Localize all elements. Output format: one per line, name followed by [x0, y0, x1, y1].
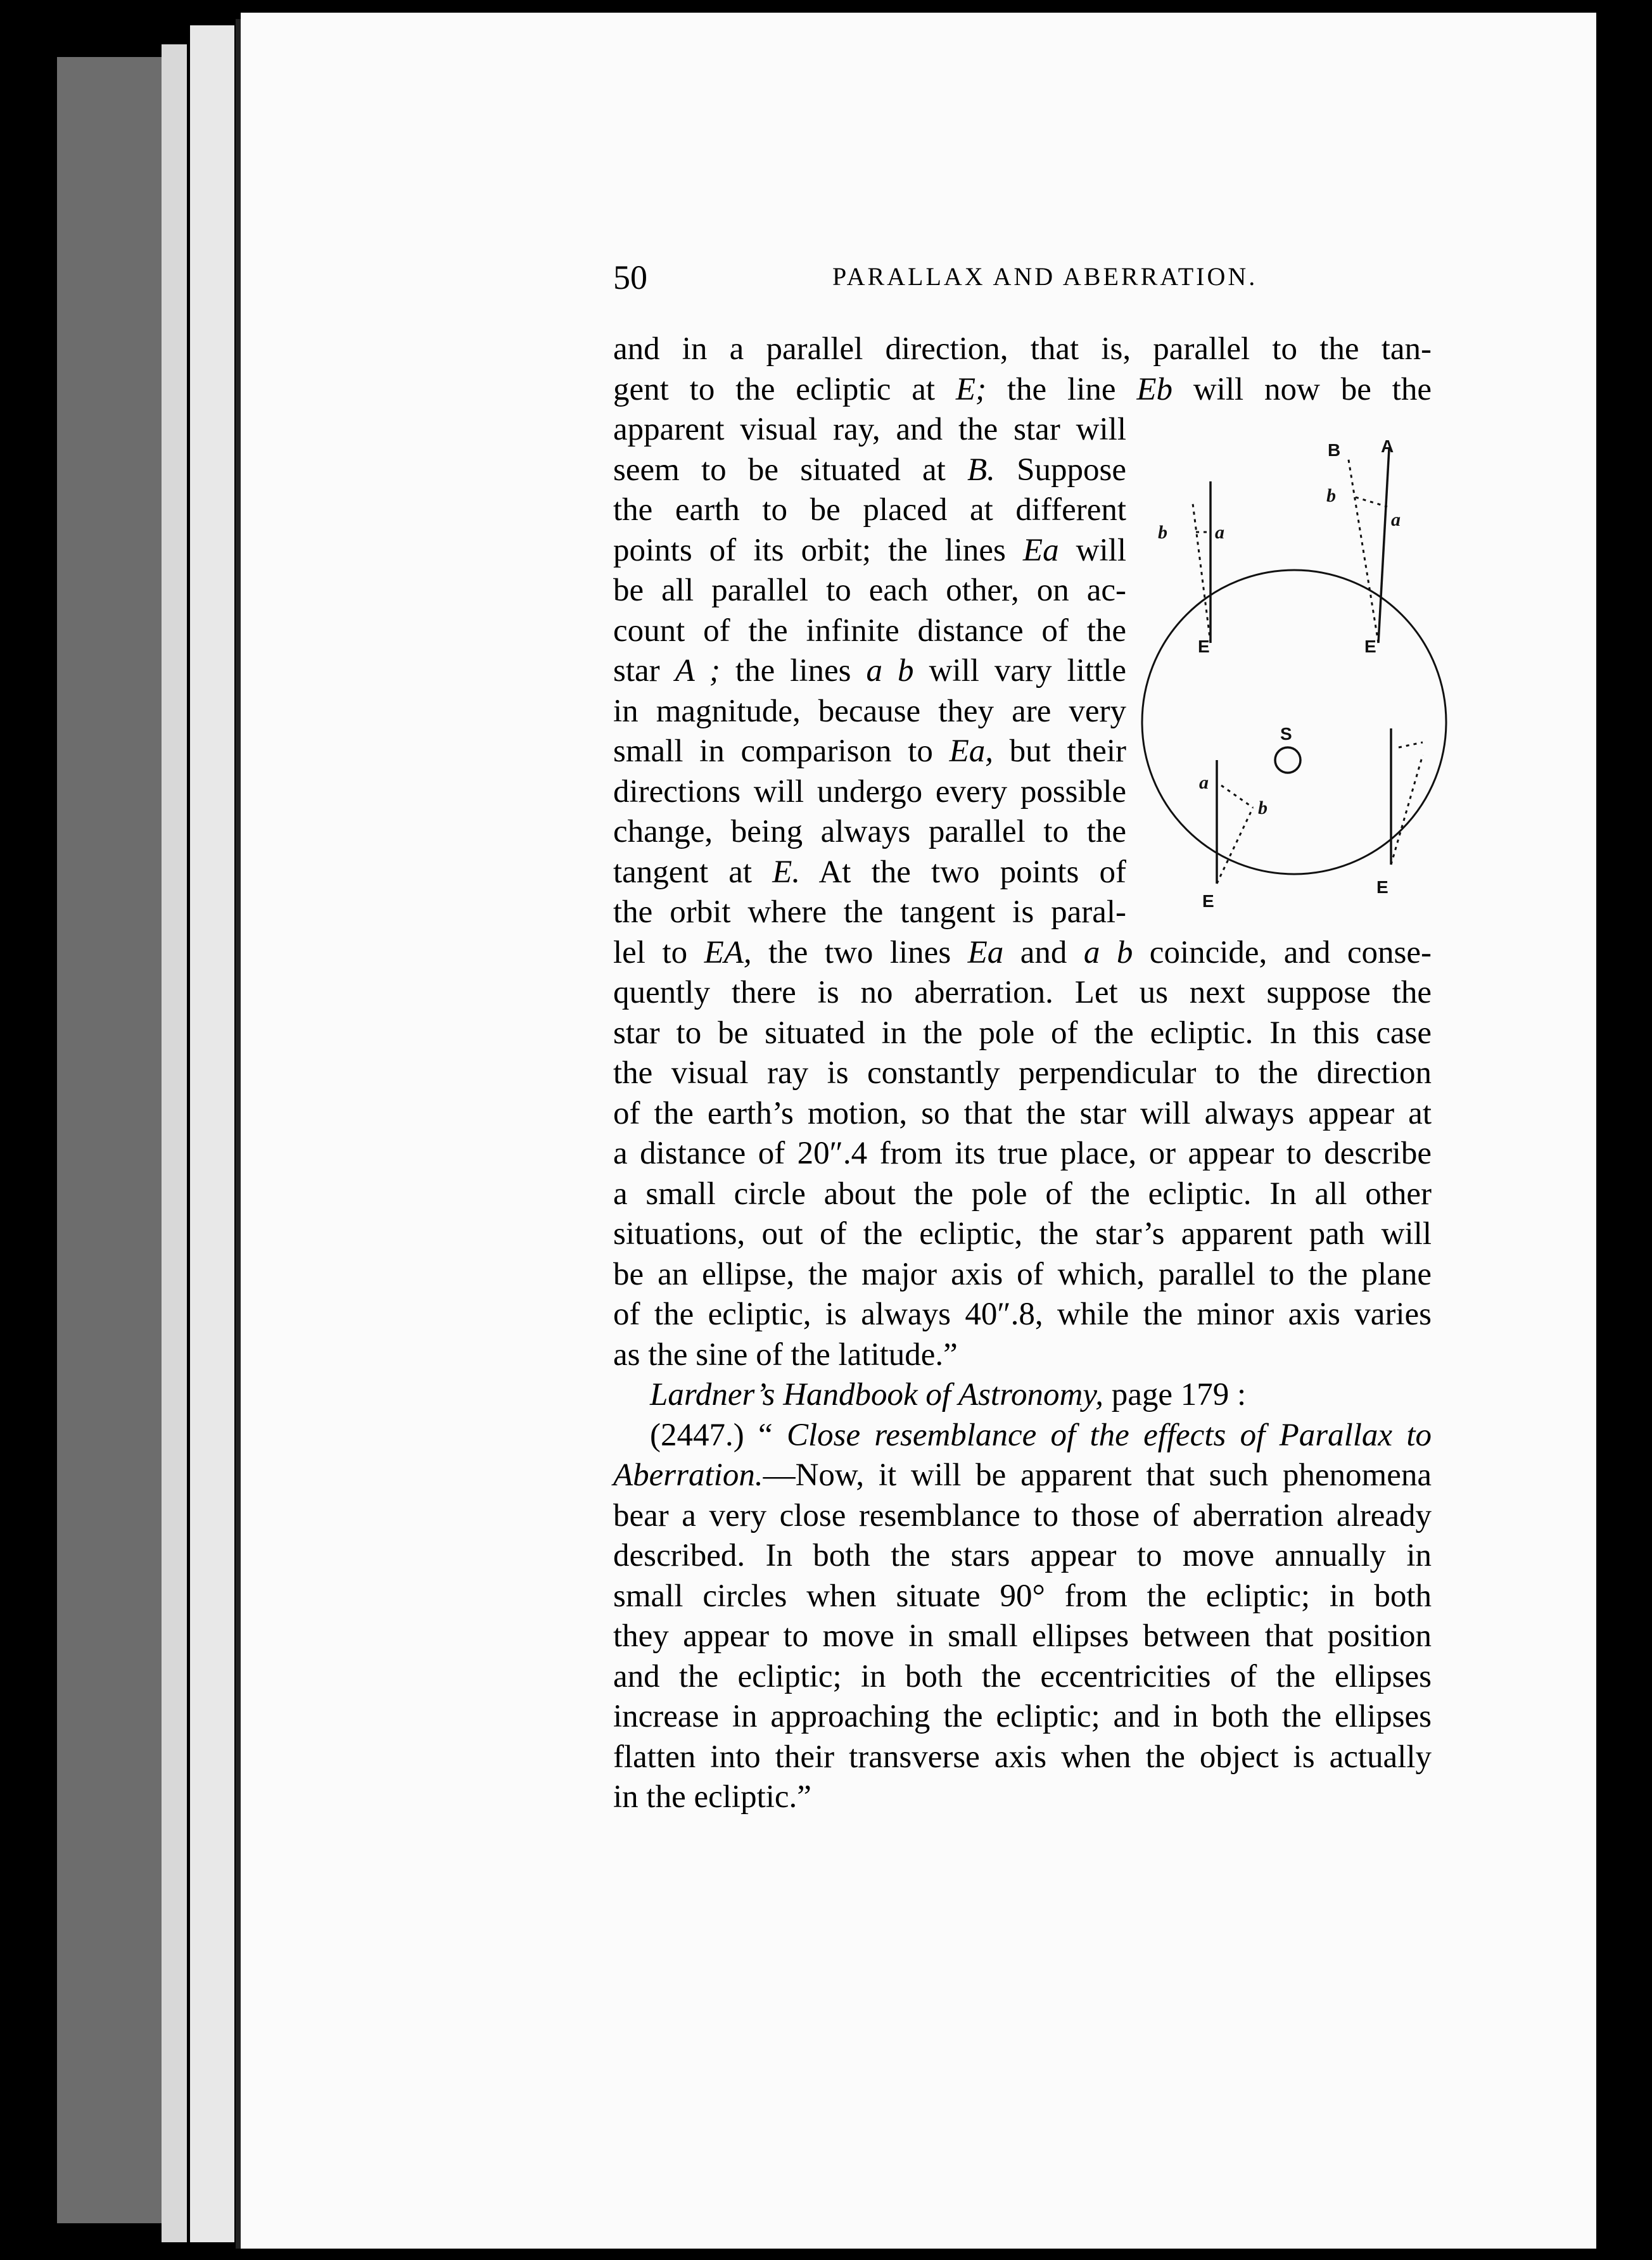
earth-orbit [1142, 570, 1446, 874]
text-line: bear a very close resemblance to those of aberration already [613, 1497, 1432, 1533]
page-number: 50 [613, 258, 647, 296]
label-B: B [1328, 440, 1341, 460]
text-line: gent to the ecliptic at E; the line Eb will now be the [613, 371, 1432, 407]
label-S: S [1280, 724, 1292, 744]
text-line: a small circle about the pole of the ecliptic. In all other [613, 1176, 1432, 1212]
running-title: PARALLAX AND ABERRATION. [832, 262, 1258, 291]
label-a-topleft: a [1215, 522, 1224, 543]
ray-Ea-topright [1378, 448, 1389, 643]
label-b-topleft: b [1158, 522, 1167, 543]
text-line: of the ecliptic, is always 40″.8, while the minor axis varies [613, 1297, 1432, 1332]
text-line: situations, out of the ecliptic, the star’s apparent path will [613, 1216, 1432, 1252]
text-line: lel to EA, the two lines Ea and a b coincide, and conse- [613, 934, 1432, 970]
text-line: as the sine of the latitude.” [613, 1336, 958, 1373]
quote-source: Lardner’s Handbook of Astronomy, page 179 : [650, 1377, 1247, 1412]
sun-symbol [1275, 747, 1300, 773]
ab-right [1399, 742, 1423, 747]
label-E-bottomleft: E [1202, 891, 1214, 911]
text-line: directions will undergo every possible [613, 773, 1126, 809]
text-line: the orbit where the tangent is paral- [613, 894, 1126, 930]
text-line: the earth to be placed at different [613, 492, 1126, 528]
ray-Eb-topleft [1193, 504, 1210, 643]
label-a-topright: a [1391, 509, 1401, 530]
label-a-mid: a [1199, 772, 1209, 793]
text-line: a distance of 20″.4 from its true place, or appear to describe [613, 1136, 1432, 1171]
label-A: A [1381, 436, 1394, 456]
ab-topright [1356, 497, 1387, 507]
text-line: the visual ray is constantly perpendicular to the direction [613, 1055, 1432, 1091]
text-line: seem to be situated at B. Suppose [613, 452, 1126, 488]
text-line: change, being always parallel to the [613, 814, 1126, 849]
text-line: in the ecliptic.” [613, 1779, 811, 1815]
text-line: and in a parallel direction, that is, parallel to the tan- [613, 331, 1432, 367]
text-line: Aberration.—Now, it will be apparent that such phenomena [613, 1457, 1432, 1493]
text-line: and the ecliptic; in both the eccentricities of the ellipses [613, 1658, 1432, 1694]
text-line: star to be situated in the pole of the ecliptic. In this case [613, 1015, 1432, 1051]
label-E-topleft: E [1198, 637, 1210, 656]
ray-Eb-bottomleft [1217, 808, 1253, 884]
text-line: described. In both the stars appear to move annually in [613, 1538, 1432, 1573]
ab-bottomleft [1221, 785, 1253, 808]
text-line: of the earth’s motion, so that the star will always appear at [613, 1095, 1432, 1131]
label-E-bottomright: E [1376, 877, 1388, 897]
text-line: flatten into their transverse axis when the object is actually [613, 1739, 1432, 1775]
label-E-topright: E [1364, 637, 1376, 656]
label-b-topright: b [1326, 485, 1336, 506]
text-line: be an ellipse, the major axis of which, parallel to the plane [613, 1256, 1432, 1292]
text-line: apparent visual ray, and the star will [613, 412, 1126, 447]
text-line: they appear to move in small ellipses between that position [613, 1618, 1432, 1654]
text-line: star A ; the lines a b will vary little [613, 653, 1127, 689]
text-line: (2447.) “ Close resemblance of the effects of Parallax to [650, 1417, 1432, 1453]
text-line: tangent at E. At the two points of [613, 854, 1126, 890]
text-line: small in comparison to Ea, but their [613, 733, 1126, 769]
label-b-mid: b [1258, 797, 1268, 818]
ray-Eb-topright [1348, 456, 1378, 643]
aberration-diagram [1133, 431, 1449, 912]
text-line: quently there is no aberration. Let us next suppose the [613, 975, 1432, 1010]
text-line: points of its orbit; the lines Ea will [613, 532, 1126, 568]
text-line: small circles when situate 90° from the ecliptic; in both [613, 1578, 1432, 1614]
text-line: count of the infinite distance of the [613, 613, 1126, 649]
text-line: increase in approaching the ecliptic; and in both the ellipses [613, 1699, 1432, 1734]
text-line: be all parallel to each other, on ac- [613, 573, 1126, 608]
text-line: in magnitude, because they are very [613, 693, 1126, 729]
paragraph-2447 [613, 1416, 1432, 1818]
